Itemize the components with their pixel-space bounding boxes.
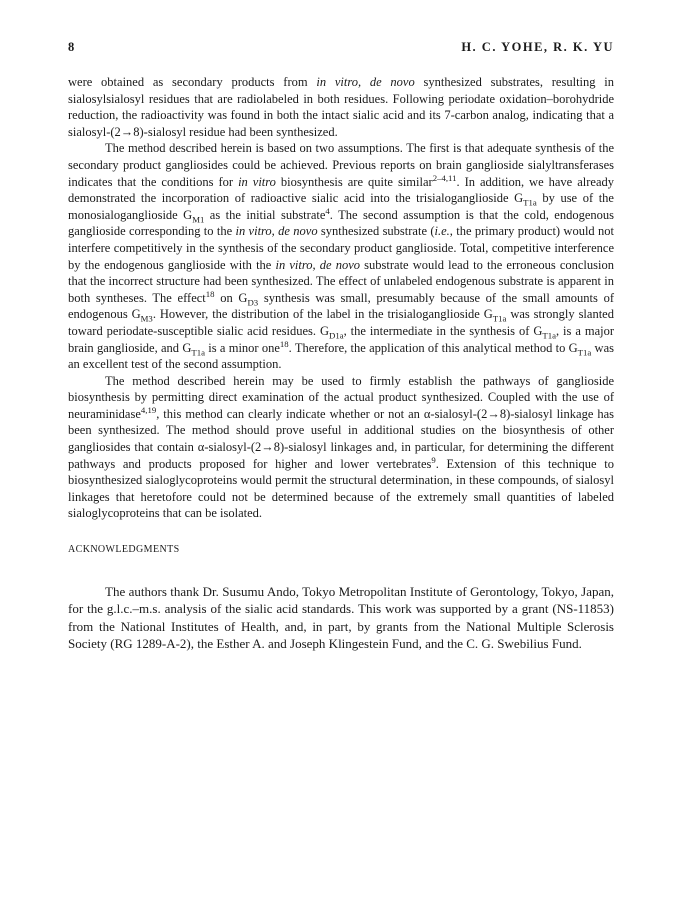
- acknowledgments-heading: ACKNOWLEDGMENTS: [68, 544, 180, 556]
- running-header: [68, 40, 614, 55]
- page-number: 8: [68, 40, 75, 54]
- running-head-authors: H. C. YOHE, R. K. YU: [461, 40, 614, 54]
- paragraph-assumptions: The method described herein is based on two assumptions. The first is that adequate synthesis of the secondary product gangliosides could be achieved. Previous reports on brain ganglioside sialyltransferases indicates that the conditions for in vitro biosynthesis are quite similar$^{2-4,11}$. In addition, we have already demonstrated the incorporation of radioactive sialic acid into the trisialoganglioside $G_{T1a}$ by use of the monosialoganglioside $G_{M1}$ as the initial substrate$^4$. The second assumption is that the cold, endogenous ganglioside corresponding to the in vitro, de novo synthesized substrate (i.e., the primary product) would not interfere competitively in the synthesis of the secondary product ganglioside. Total, competitive interference by the endogenous ganglioside with the in vitro, de novo substrate would lead to the erroneous conclusion that the incorrect structure had been synthesized. The effect of unlabeled endogenous substrate is apparent in both syntheses. The effect$^{18}$ on $G_{D3}$ synthesis was small, presumably because of the small amounts of endogenous $G_{M3}$. However, the distribution of the label in the trisialoganglioside $G_{T1a}$ was strongly slanted toward periodate-susceptible sialic acid residues. $G_{D1a}$, the intermediate in the synthesis of $G_{T1a}$, is a major brain ganglioside, and $G_{T1a}$ is a minor one$^{18}$. Therefore, the application of this analytical method to $G_{T1a}$ was an excellent test of the second assumption.: [68, 141, 615, 372]
- paragraph-continuation: were obtained as secondary products from in vitro, de novo synthesized substrates, resulting in sialosylsialosyl residues that are radiolabeled in both residues. Following periodate oxidation–borohydride reduction, the radioactivity was found in both the intact sialic acid and its 7-carbon analog, indicating that a sialosyl-(2→8)-sialosyl residue had been synthesized.: [68, 75, 614, 139]
- paragraph-method-use: The method described herein may be used to firmly establish the pathways of ganglioside biosynthesis by permitting direct examination of the actual product synthesized. Coupled with the use of neuraminidase$^{4,19}$, this method can clearly indicate whether or not an α-sialosyl-(2→8)-sialosyl linkage has been synthesized. The method should prove useful in additional studies on the biosynthesis of other gangliosides that contain α-sialosyl-(2→8)-sialosyl linkages and, in particular, for determining the different pathways and products proposed for higher and lower vertebrates$^9$. Extension of this technique to biosynthesized sialoglycoproteins would permit the structural determination, in these compounds, of sialosyl linkages that heretofore could not be determined because of the extremely small quantities of labeled sialoglycoproteins that can be isolated.: [68, 373, 614, 521]
- article-body: [68, 74, 614, 653]
- acknowledgments-text: The authors thank Dr. Susumu Ando, Tokyo Metropolitan Institute of Gerontology, Tokyo, Japan, for the g.l.c.–m.s. analysis of the sialic acid standards. This work was supported by a grant (NS-11853) from the National Institutes of Health, and, in part, by grants from the National Multiple Sclerosis Society (RG 1289-A-2), the Esther A. and Joseph Klingestein Fund, and the C. G. Swebilius Fund.: [68, 583, 614, 652]
